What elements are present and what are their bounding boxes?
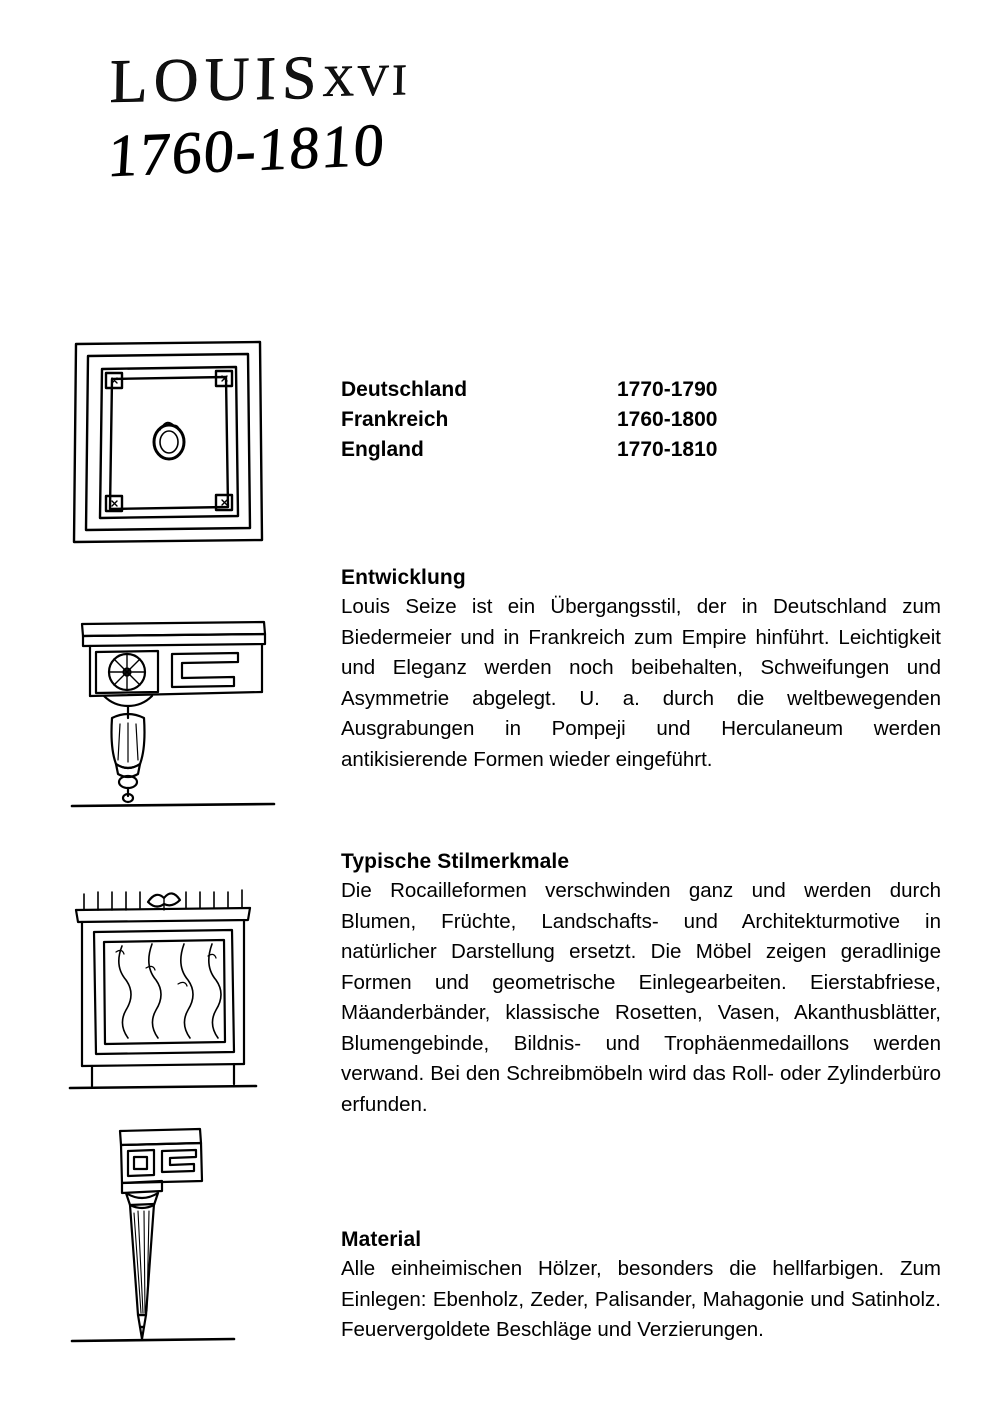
dates-table [341,375,781,465]
dates-range: 1770-1810 [617,438,718,461]
section-material [341,1228,941,1346]
dates-country: England [341,438,424,461]
dates-country: Deutschland [341,378,468,401]
page-title [109,41,630,116]
section-heading: Typische Stilmerkmale [341,850,570,873]
section-typische-stilmerkmale [341,850,941,1120]
page-title-block [106,43,630,256]
section-body: Die Rocailleformen verschwinden ganz und werden durch Blumen, Früchte, Landschafts- und Architekturmotive in natürlicher Darstellung ersetzt. Die Möbel zeigen geradlinige Formen und geometrische Einlegearbeiten. Eierstabfriese, Mäanderbänder, klassische Rosetten, Vasen, Akanthusblätter, Blumengebinde, Bildnis- und Trophäenmedaillons werden verwand. Bei den Schreibmöbeln wird das Roll- oder Zylinderbüro erfunden. [341,879,941,1116]
table-row [341,405,781,435]
section-body: Louis Seize ist ein Übergangsstil, der in Deutschland zum Biedermeier und in Frankreich zum Empire hinführt. Leichtigkeit und Eleganz werden noch beibehalten, Schweifungen und Asymmetrie abgelegt. U. a. durch die weltbewegenden Ausgrabungen in Pompeji und Herculaneum werden antikisierende Formen wieder eingeführt. [341,595,941,771]
page-title-years: 1760-1810 [106,111,388,190]
section-heading: Entwicklung [341,566,466,589]
section-heading: Material [341,1228,422,1251]
section-body: Alle einheimischen Hölzer, besonders die hellfarbigen. Zum Einlegen: Ebenholz, Zeder, Palisander, Mahagonie und Satinholz. Feuervergoldete Beschläge und Verzierungen. [341,1257,941,1341]
page-title-roman: XVI [322,55,411,106]
table-row [341,435,781,465]
cabinet-door-illustration [68,880,258,1100]
console-table-corner-illustration [68,600,278,820]
dates-range: 1760-1800 [617,408,718,431]
tapered-furniture-leg-illustration [68,1125,238,1355]
dates-range: 1770-1790 [617,378,718,401]
panel-with-wreath-illustration [68,338,268,548]
section-entwicklung [341,566,941,806]
table-row [341,375,781,405]
dates-country: Frankreich [341,408,449,431]
page-title-text: LOUIS [109,43,324,116]
